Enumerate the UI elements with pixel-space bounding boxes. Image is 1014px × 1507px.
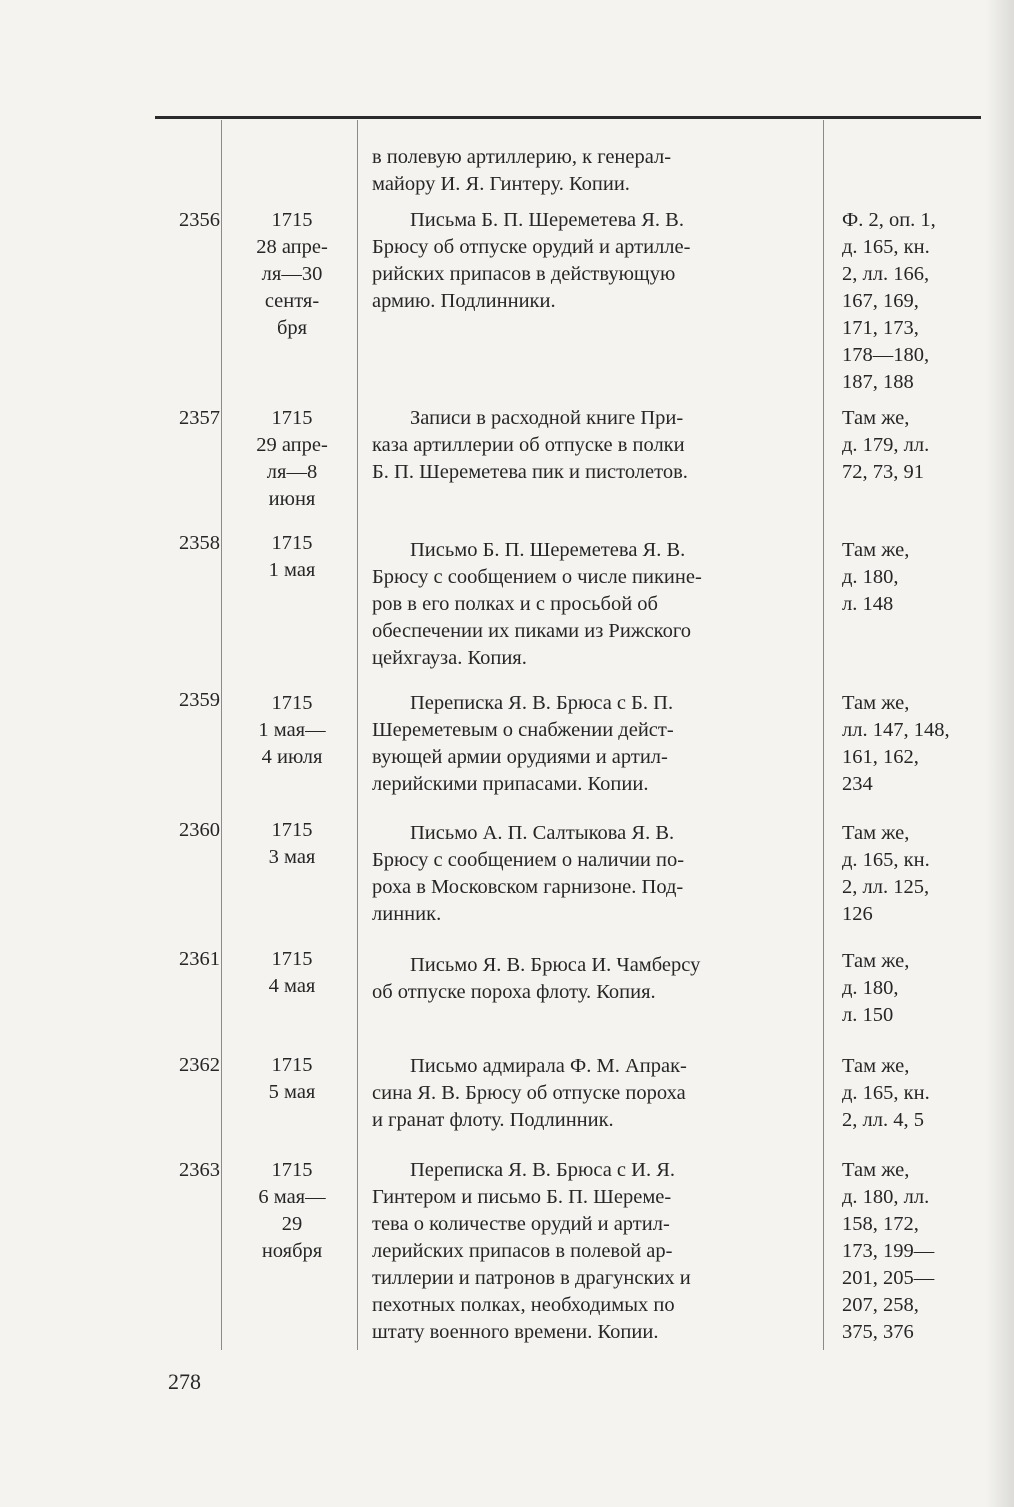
ref-line: д. 165, кн.: [842, 1082, 930, 1104]
desc-line: тева о количестве орудий и артил-: [372, 1213, 670, 1235]
ref-line: 173, 199—: [842, 1240, 935, 1262]
date-line: 4 мая: [268, 975, 316, 997]
entry-reference: [842, 690, 992, 798]
ref-line: Там же,: [842, 407, 910, 429]
entry-date: [242, 207, 342, 342]
entry-number: 2360: [179, 819, 220, 841]
entry-description: [372, 537, 820, 672]
entry-reference: [842, 405, 992, 486]
column-divider-3: [823, 120, 824, 1350]
entry-description: [372, 820, 820, 928]
desc-line: Письмо Б. П. Шереметева Я. В.: [410, 539, 686, 561]
ref-line: л. 148: [842, 593, 894, 615]
ref-line: 2, лл. 125,: [842, 876, 930, 898]
ref-line: д. 180,: [842, 977, 899, 999]
date-line: 29 апре-: [256, 434, 328, 456]
desc-line: сина Я. В. Брюсу об отпуске пороха: [372, 1082, 686, 1104]
entry-number: 2361: [179, 948, 220, 970]
desc-line: об отпуске пороха флоту. Копия.: [372, 981, 656, 1003]
entry-reference: [842, 207, 992, 396]
ref-line: 187, 188: [842, 371, 914, 393]
date-line: 1715: [271, 407, 313, 429]
date-line: ноября: [261, 1240, 323, 1262]
date-line: 1715: [271, 819, 313, 841]
entry-number: 2356: [179, 209, 220, 231]
entry-number: 2358: [179, 532, 220, 554]
entry-description: [372, 405, 820, 486]
date-line: 1715: [271, 532, 313, 554]
ref-line: д. 180,: [842, 566, 899, 588]
ref-line: 2, лл. 166,: [842, 263, 930, 285]
ref-line: Там же,: [842, 692, 910, 714]
entry-description: [372, 1157, 820, 1346]
date-line: 5 мая: [268, 1081, 316, 1103]
desc-line: обеспечении их пиками из Рижского: [372, 620, 692, 642]
ref-line: д. 165, кн.: [842, 849, 930, 871]
entry-description: [372, 1053, 820, 1134]
ref-line: 158, 172,: [842, 1213, 919, 1235]
desc-line: Брюсу об отпуске орудий и артилле-: [372, 236, 691, 258]
date-line: 1 мая: [268, 559, 316, 581]
date-line: 1715: [271, 1159, 313, 1181]
desc-line: штату военного времени. Копии.: [372, 1321, 659, 1343]
date-line: бря: [276, 317, 308, 339]
page-number: 278: [168, 1369, 201, 1394]
entry-reference: [842, 1157, 992, 1346]
ref-line: 234: [842, 773, 873, 795]
desc-line: тиллерии и патронов в драгунских и: [372, 1267, 691, 1289]
ref-line: 72, 73, 91: [842, 461, 924, 483]
date-line: 4 июля: [261, 746, 323, 768]
column-divider-1: [221, 120, 222, 1350]
ref-line: Ф. 2, оп. 1,: [842, 209, 936, 231]
ref-line: Там же,: [842, 1159, 910, 1181]
date-line: 1715: [271, 1054, 313, 1076]
date-line: 1 мая—: [258, 719, 326, 741]
ref-line: 207, 258,: [842, 1294, 919, 1316]
desc-line: лерийскими припасами. Копии.: [372, 773, 649, 795]
date-line: 29: [281, 1213, 303, 1235]
ref-line: Там же,: [842, 822, 910, 844]
entry-date: [242, 1157, 342, 1265]
ref-line: д. 180, лл.: [842, 1186, 930, 1208]
date-line: 1715: [271, 692, 313, 714]
desc-line: роха в Московском гарнизоне. Под-: [372, 876, 684, 898]
desc-line: армию. Подлинники.: [372, 290, 556, 312]
ref-line: лл. 147, 148,: [842, 719, 950, 741]
ref-line: 167, 169,: [842, 290, 919, 312]
date-line: июня: [268, 488, 316, 510]
entry-reference: [842, 1053, 992, 1134]
desc-line: Гинтером и письмо Б. П. Шереме-: [372, 1186, 672, 1208]
desc-line: Письма Б. П. Шереметева Я. В.: [410, 209, 684, 231]
desc-line: Брюсу с сообщением о наличии по-: [372, 849, 685, 871]
ref-line: Там же,: [842, 950, 910, 972]
desc-line: Б. П. Шереметева пик и пистолетов.: [372, 461, 688, 483]
ref-line: 201, 205—: [842, 1267, 935, 1289]
ref-line: Там же,: [842, 1055, 910, 1077]
desc-line: цейхгауза. Копия.: [372, 647, 527, 669]
desc-line: Записи в расходной книге При-: [410, 407, 684, 429]
ref-line: 375, 376: [842, 1321, 914, 1343]
ref-line: д. 165, кн.: [842, 236, 930, 258]
entry-description: [372, 207, 820, 315]
desc-line: Шереметевым о снабжении дейст-: [372, 719, 674, 741]
date-line: 6 мая—: [258, 1186, 326, 1208]
ref-line: 2, лл. 4, 5: [842, 1109, 924, 1131]
date-line: 28 апре-: [256, 236, 328, 258]
entry-date: [242, 530, 342, 584]
date-line: ля—8: [266, 461, 318, 483]
entry-date: [242, 405, 342, 513]
desc-line: и гранат флоту. Подлинник.: [372, 1109, 614, 1131]
desc-line: Письмо Я. В. Брюса И. Чамберсу: [410, 954, 701, 976]
desc-line: Письмо А. П. Салтыкова Я. В.: [410, 822, 675, 844]
desc-line: ров в его полках и с просьбой об: [372, 593, 658, 615]
date-line: ля—30: [261, 263, 323, 285]
desc-line: каза артиллерии об отпуске в полки: [372, 434, 685, 456]
entry-reference: [842, 820, 992, 928]
entry-number: 2363: [179, 1159, 220, 1181]
entry-date: [242, 817, 342, 871]
continuation-line: в полевую артиллерию, к генерал-: [372, 146, 672, 168]
desc-line: Переписка Я. В. Брюса с Б. П.: [410, 692, 674, 714]
date-line: 1715: [271, 948, 313, 970]
column-divider-2: [357, 120, 358, 1350]
desc-line: лерийских припасов в полевой ар-: [372, 1240, 673, 1262]
ref-line: Там же,: [842, 539, 910, 561]
continuation-line: майору И. Я. Гинтеру. Копии.: [372, 173, 630, 195]
entry-reference: [842, 537, 992, 618]
date-line: 3 мая: [268, 846, 316, 868]
entry-number: 2362: [179, 1054, 220, 1076]
desc-line: рийских припасов в действующую: [372, 263, 676, 285]
continuation-description: [372, 144, 820, 198]
ref-line: 171, 173,: [842, 317, 919, 339]
ref-line: 178—180,: [842, 344, 930, 366]
table-top-rule: [155, 116, 981, 119]
entry-number: 2357: [179, 407, 220, 429]
desc-line: Письмо адмирала Ф. М. Апрак-: [410, 1055, 687, 1077]
date-line: сентя-: [264, 290, 320, 312]
ref-line: 161, 162,: [842, 746, 919, 768]
date-line: 1715: [271, 209, 313, 231]
entry-date: [242, 1052, 342, 1106]
ref-line: д. 179, лл.: [842, 434, 930, 456]
entry-date: [242, 690, 342, 771]
desc-line: Переписка Я. В. Брюса с И. Я.: [410, 1159, 675, 1181]
entry-description: [372, 952, 820, 1006]
entry-description: [372, 690, 820, 798]
entry-number: 2359: [179, 689, 220, 711]
desc-line: пехотных полках, необходимых по: [372, 1294, 675, 1316]
desc-line: линник.: [372, 903, 442, 925]
ref-line: 126: [842, 903, 873, 925]
entry-date: [242, 946, 342, 1000]
ref-line: л. 150: [842, 1004, 894, 1026]
entry-reference: [842, 948, 992, 1029]
desc-line: Брюсу с сообщением о числе пикине-: [372, 566, 702, 588]
desc-line: вующей армии орудиями и артил-: [372, 746, 668, 768]
